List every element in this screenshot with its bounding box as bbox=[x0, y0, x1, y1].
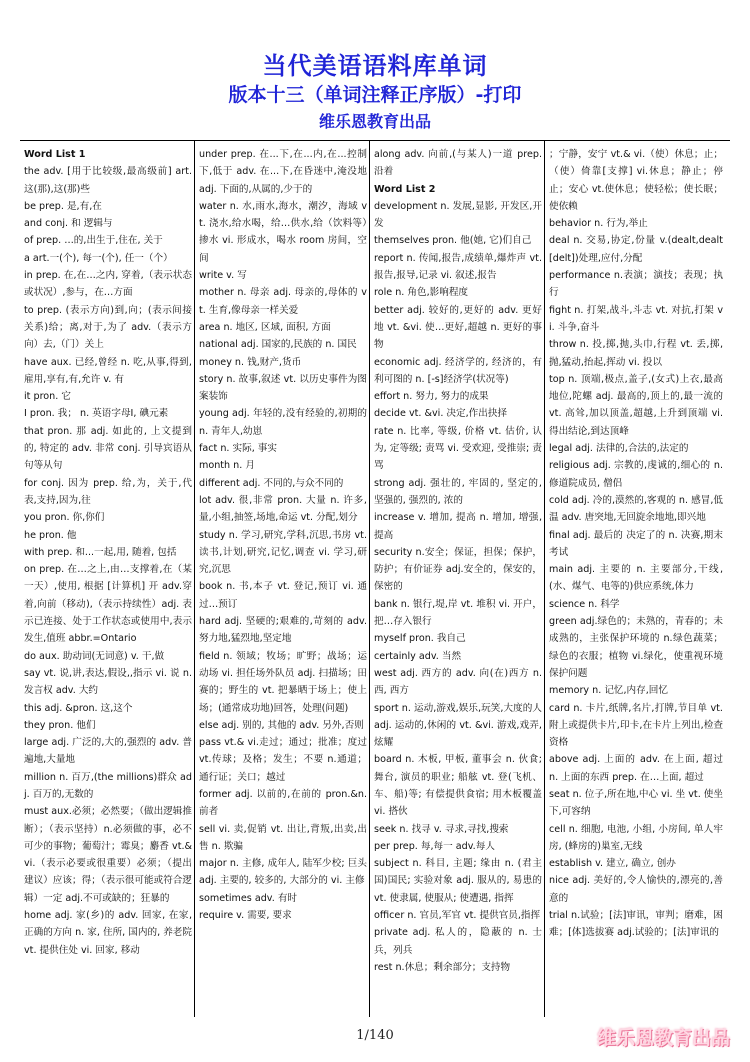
word-entry: month n. 月 bbox=[199, 460, 255, 472]
word-entry: on prep. 在…之上,由…支撑着,在（某一天）,使用, 根据 [计算机] 开 adv.穿着,向前（移动),（表示持续性）adj. 表示已连接、处于工作状态或使用中,表示发生,值班 abbr.=Ontario bbox=[24, 564, 192, 645]
word-entry: home adj. 家(乡)的 adv. 回家, 在家, 正确的方向 n. 家, 住所, 国内的, 养老院 vt. 提供住处 vi. 回家, 移动 bbox=[24, 910, 192, 956]
word-entry: decide vt. &vi. 决定,作出抉择 bbox=[374, 408, 508, 420]
column-4 bbox=[545, 141, 725, 1017]
word-entry: fact n. 实际, 事实 bbox=[199, 443, 277, 455]
document-subtitle: 版本十三（单词注释正序版）-打印 bbox=[228, 84, 522, 106]
word-entry: performance n.表演；演技；表现；执行 bbox=[549, 270, 723, 299]
word-entry: former adj. 以前的,在前的 pron.&n. 前者 bbox=[199, 788, 367, 818]
word-entry: it pron. 它 bbox=[24, 391, 71, 403]
word-entry: to prep. (表示方向)到,向；(表示间接关系)给；离,对于,为了 adv.（表示方向）去,（门）关上 bbox=[24, 304, 192, 351]
column-1 bbox=[20, 141, 195, 1017]
word-entry: memory n. 记忆,内存,回忆 bbox=[549, 685, 668, 697]
word-entry: board n. 木板, 甲板, 董事会 n. 伙食; 舞台, 演员的职业; 船舷 vt. 登(飞机、车、船)等; 有偿提供食宿; 用木板覆盖 vi. 搭伙 bbox=[374, 754, 542, 818]
word-entry: money n. 钱,财产,货币 bbox=[199, 356, 302, 368]
word-entry: west adj. 西方的 adv. 向(在)西方 n. 西, 西方 bbox=[374, 667, 542, 697]
word-entry: cell n. 细胞, 电池, 小组, 小房间, 单人牢房, (蜂房的)巢室,无线 bbox=[549, 823, 723, 852]
word-entry: you pron. 你,你们 bbox=[24, 512, 105, 524]
word-entry: that pron. 那 adj. 如此的, 上文提到的, 特定的 adv. 非常 conj. 引导宾语从句等从句 bbox=[24, 425, 192, 472]
word-entry: field n. 领域；牧场；旷野；战场；运动场 vi. 担任场外队员 adj. 扫描场；田赛的；野生的 vt. 把暴晒于场上；使上场；(通常成功地)回答，处理(问题) bbox=[199, 650, 367, 714]
word-entry: green adj.绿色的；未熟的，青春的；未成熟的，主张保护环境的 n.绿色蔬菜；绿色的衣服；植物 vi.绿化，使重视环境保护问题 bbox=[549, 616, 723, 679]
word-entry: development n. 发展,显影, 开发区,开发 bbox=[374, 200, 542, 230]
word-entry: bank n. 银行,堤,岸 vt. 堆积 vi. 开户，把…存入银行 bbox=[374, 598, 542, 628]
word-list-heading: Word List 1 bbox=[24, 149, 86, 160]
word-entry: lot adv. 很,非常 pron. 大量 n. 许多,量,小组,抽签,场地,命运 vt. 分配,划分 bbox=[199, 494, 367, 524]
word-entry: million n. 百万,(the millions)群众 adj. 百万的,无数的 bbox=[24, 771, 192, 800]
page-number: 1/140 bbox=[356, 1028, 394, 1043]
word-entry: study n. 学习,研究,学科,沉思,书房 vt. 读书,计划,研究,记忆,调查 vi. 学习,研究,沉思 bbox=[199, 529, 367, 576]
word-entry: hard adj. 坚硬的;艰难的,苛刻的 adv. 努力地,猛烈地,坚定地 bbox=[199, 616, 367, 645]
word-entry: a art.一(个), 每一(个), 任一（个） bbox=[24, 252, 173, 264]
word-entry: economic adj. 经济学的, 经济的，有利可图的 n. [-s]经济学(状况等) bbox=[374, 356, 542, 385]
word-entry: mother n. 母亲 adj. 母亲的,母体的 vt. 生育,像母亲一样关爱 bbox=[199, 287, 367, 316]
word-entry: they pron. 他们 bbox=[24, 719, 96, 731]
word-entry: legal adj. 法律的,合法的,法定的 bbox=[549, 443, 689, 455]
word-entry: throw n. 投,掷,抛,头巾,行程 vt. 丢,掷,抛,猛动,抬起,挥动 vi. 投以 bbox=[549, 339, 723, 368]
word-entry: of prep. …的,出生于,住在, 关于 bbox=[24, 235, 163, 247]
word-entry: increase v. 增加, 提高 n. 增加, 增强, 提高 bbox=[374, 512, 542, 541]
word-entry: ；宁静，安宁 vt.& vi.（使）休息；止；（使）倚靠[支撑] vi.休息；静止；停止；安心 vt.使休息；使轻松；使长眠；使依赖 bbox=[549, 149, 723, 212]
word-entry: sell vi. 卖,促销 vt. 出让,背叛,出卖,出售 n. 欺骗 bbox=[199, 823, 367, 852]
word-entry: be prep. 是,有,在 bbox=[24, 200, 102, 212]
word-entry: write v. 写 bbox=[199, 270, 247, 282]
word-entry: subject n. 科目, 主题; 缘由 n. (君主国)国民; 实验对象 adj. 服从的, 易患的 vt. 使隶属, 使服从; 使遭遇, 指挥 bbox=[374, 858, 542, 904]
word-entry: officer n. 官员,军官 vt. 提供官员,指挥 bbox=[374, 910, 541, 922]
word-entry: young adj. 年轻的,没有经验的,初期的 n. 青年人,幼崽 bbox=[199, 408, 367, 437]
word-entry: must aux.必须；必然要；（做出逻辑推断）；（表示坚持）n.必须做的事，必不可少的事物；葡萄汁；霉臭；麝香 vt.& vi.（表示必要或很重要）必须；（提出建议）应该；得；（表示很可能或符合逻辑）一定 adj.不可或缺的；狂暴的 bbox=[24, 806, 192, 904]
word-entry: security n.安全；保证，担保；保护，防护；有价证券 adj.安全的，保安的，保密的 bbox=[374, 546, 542, 593]
word-entry: the adv. [用于比较级,最高级前] art. 这(那),这(那)些 bbox=[24, 166, 192, 195]
word-entry: establish v. 建立, 确立, 创办 bbox=[549, 858, 676, 870]
word-entry: sometimes adv. 有时 bbox=[199, 892, 298, 904]
word-entry: deal n. 交易,协定,份量 v.(dealt,dealt[delt])处理,应付,分配 bbox=[549, 235, 723, 264]
word-entry: themselves pron. 他(她, 它)们自己 bbox=[374, 235, 532, 247]
word-entry: book n. 书,本子 vt. 登记,预订 vi. 通过…预订 bbox=[199, 581, 367, 610]
word-entry: pass vt.& vi.走过；通过；批准；度过 vt.传球；及格；发生；不要 n.通道；通行证；关口；越过 bbox=[199, 737, 367, 783]
word-entry: report n. 传闻,报告,成绩单,爆炸声 vt. 报告,报导,记录 vi. 叙述,报告 bbox=[374, 252, 542, 282]
document-title: 当代美语语料库单词 bbox=[262, 52, 488, 80]
word-entry: he pron. 他 bbox=[24, 529, 77, 541]
word-entry: final adj. 最后的 决定了的 n. 决赛,期末考试 bbox=[549, 529, 723, 558]
word-entry: water n. 水,雨水,海水，潮汐，海域 vt. 浇水,给水喝，给…供水,给（饮料等）掺水 vi. 形成水，喝水 room 房间，空间 bbox=[199, 200, 367, 264]
word-entry: area n. 地区, 区域, 面积, 方面 bbox=[199, 321, 331, 333]
word-entry: under prep. 在...下,在...内,在...控制下,低于 adv. 在...下,在昏迷中,淹没地 adj. 下面的,从属的,少于的 bbox=[199, 149, 367, 195]
word-entry: major n. 主修, 成年人, 陆军少校; 巨头 adj. 主要的, 较多的, 大部分的 vi. 主修 bbox=[199, 858, 367, 887]
word-entry: card n. 卡片,纸牌,名片,打牌,节目单 vt. 附上或提供卡片,印卡,在卡片上列出,检查资格 bbox=[549, 702, 723, 749]
column-2 bbox=[195, 141, 370, 1017]
publisher-watermark: 维乐恩教育出品 bbox=[596, 1027, 730, 1049]
word-entry: along adv. 向前,(与某人)一道 prep. 沿着 bbox=[374, 149, 542, 178]
word-entry: strong adj. 强壮的, 牢固的, 坚定的, 坚强的, 强烈的, 浓的 bbox=[374, 477, 542, 506]
word-entry: per prep. 每,每一 adv.每人 bbox=[374, 840, 495, 852]
word-list-columns bbox=[20, 140, 730, 1017]
word-entry: science n. 科学 bbox=[549, 598, 620, 610]
word-entry: rest n.休息；剩余部分；支持物 bbox=[374, 961, 511, 973]
word-entry: above adj. 上面的 adv. 在上面, 超过 n. 上面的东西 prep. 在…上面, 超过 bbox=[549, 754, 723, 783]
word-entry: private adj. 私人的，隐蔽的 n. 士兵，列兵 bbox=[374, 927, 542, 956]
word-entry: trial n.试验；[法]审讯，审判；磨难，困难；[体]选拔赛 adj.试验的；[法]审讯的 bbox=[549, 910, 723, 939]
word-entry: say vt. 说,讲,表达,假设,,指示 vi. 说 n. 发言权 adv. 大约 bbox=[24, 667, 192, 697]
word-entry: national adj. 国家的,民族的 n. 国民 bbox=[199, 339, 357, 351]
column-3 bbox=[370, 141, 545, 1017]
word-entry: I pron. 我； n. 英语字母I, 碘元素 bbox=[24, 408, 169, 420]
word-entry: religious adj. 宗教的,虔诚的,细心的 n. 修道院成员, 僧侣 bbox=[549, 460, 723, 489]
word-entry: sport n. 运动,游戏,娱乐,玩笑,大度的人 adj. 运动的,休闲的 vt. &vi. 游戏,戏弄,炫耀 bbox=[374, 702, 542, 749]
word-entry: story n. 故事,叙述 vt. 以历史事件为图案装饰 bbox=[199, 373, 367, 403]
word-entry: do aux. 助动词(无词意) v. 干,做 bbox=[24, 650, 165, 662]
word-entry: for conj. 因为 prep. 给,为，关于,代表,支持,因为,往 bbox=[24, 477, 192, 506]
word-entry: and conj. 和 逻辑与 bbox=[24, 218, 113, 230]
word-entry: different adj. 不同的,与众不同的 bbox=[199, 477, 344, 489]
word-list-heading: Word List 2 bbox=[374, 183, 436, 195]
word-entry: seek n. 找寻 v. 寻求,寻找,搜索 bbox=[374, 823, 509, 835]
word-entry: this adj. &pron. 这,这个 bbox=[24, 702, 133, 714]
word-entry: better adj. 较好的,更好的 adv. 更好地 vt. &vi. 使…更好,超越 n. 更好的事物 bbox=[374, 304, 542, 351]
word-entry: large adj. 广泛的,大的,强烈的 adv. 普遍地,大量地 bbox=[24, 737, 192, 766]
word-entry: top n. 顶端,极点,盖子,(女式)上衣,最高地位,陀螺 adj. 最高的,顶上的,最一流的 vt. 高耸,加以顶盖,超越,上升到顶端 vi. 得出结论,到达顶峰 bbox=[549, 373, 723, 437]
word-entry: nice adj. 美好的,令人愉快的,漂亮的,善意的 bbox=[549, 875, 723, 904]
word-entry: main adj. 主要的 n. 主要部分,干线,(水、煤气、电等的)供应系统,体力 bbox=[549, 564, 723, 593]
word-entry: myself pron. 我自己 bbox=[374, 633, 466, 645]
word-entry: else adj. 别的, 其他的 adv. 另外,否则 bbox=[199, 719, 364, 731]
publisher-line: 维乐恩教育出品 bbox=[318, 112, 431, 131]
word-entry: with prep. 和...一起,用, 随着, 包括 bbox=[24, 546, 177, 558]
word-entry: require v. 需要, 要求 bbox=[199, 910, 292, 922]
word-entry: effort n. 努力, 努力的成果 bbox=[374, 391, 489, 403]
word-entry: fight n. 打架,战斗,斗志 vt. 对抗,打架 vi. 斗争,奋斗 bbox=[549, 304, 723, 333]
word-entry: certainly adv. 当然 bbox=[374, 650, 462, 662]
word-entry: role n. 角色,影响程度 bbox=[374, 287, 469, 299]
word-entry: behavior n. 行为,举止 bbox=[549, 218, 648, 230]
word-entry: seat n. 位子,所在地,中心 vi. 坐 vt. 使坐下,可容纳 bbox=[549, 788, 723, 818]
word-entry: have aux. 已经,曾经 n. 吃,从事,得到,雇用,享有,有,允许 v. 有 bbox=[24, 356, 192, 385]
word-entry: cold adj. 冷的,漠然的,客观的 n. 感冒,低温 adv. 唐突地,无回旋余地地,即兴地 bbox=[549, 494, 723, 524]
word-entry: in prep. 在,在…之内, 穿着,（表示状态或状况）,参与，在…方面 bbox=[24, 270, 192, 299]
word-entry: rate n. 比率, 等级, 价格 vt. 估价, 认为, 定等级; 责骂 vi. 受欢迎, 受推崇; 责骂 bbox=[374, 425, 542, 472]
